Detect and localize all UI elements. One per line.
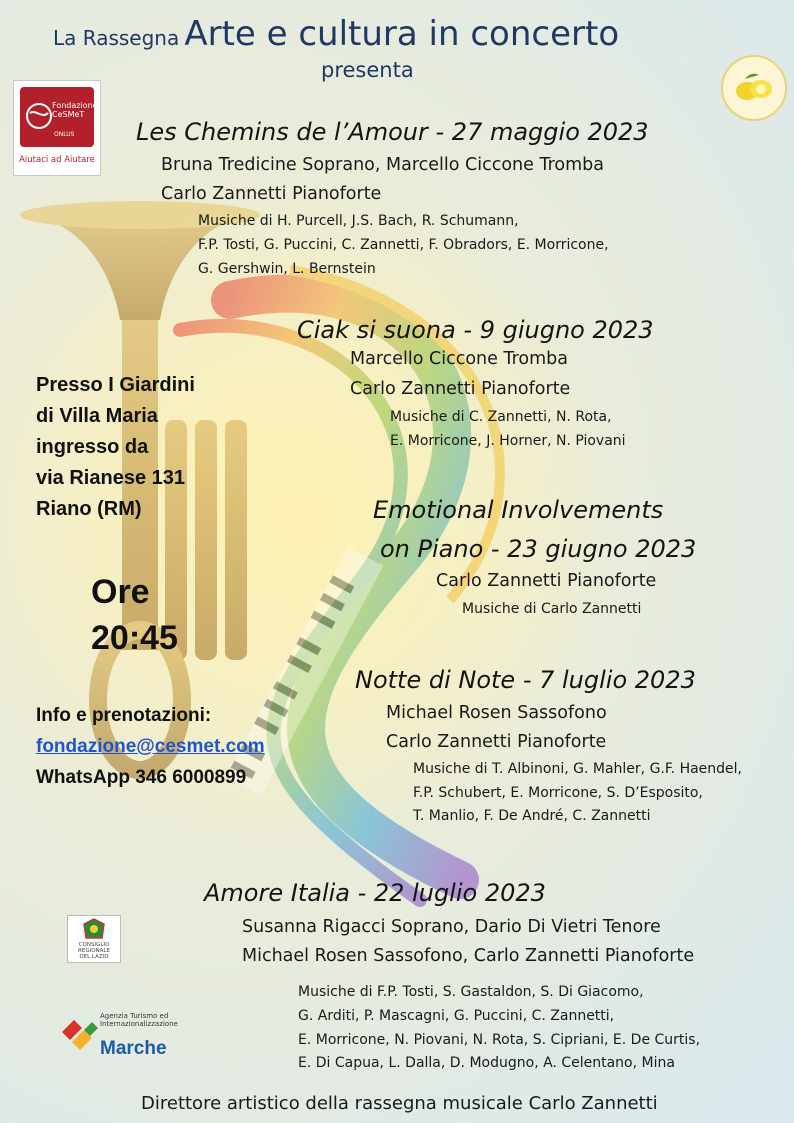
venue-line-1: Presso I Giardini	[36, 374, 195, 396]
concert-4-performers-1: Michael Rosen Sassofono	[386, 703, 607, 723]
concert-2-performers-1: Marcello Ciccone Tromba	[350, 349, 568, 369]
concert-2-performers-2: Carlo Zannetti Pianoforte	[350, 379, 571, 399]
concert-5-title: Amore Italia - 22 luglio 2023	[204, 879, 546, 907]
lazio-line-3: DEL LAZIO	[79, 954, 109, 960]
header-subtitle: presenta	[321, 58, 414, 82]
lemon-logo	[721, 55, 787, 121]
cesmet-emblem	[20, 87, 98, 147]
concert-5-performers-1: Susanna Rigacci Soprano, Dario Di Vietri Tenore	[242, 917, 661, 937]
concert-2-title: Ciak si suona - 9 giugno 2023	[297, 316, 654, 344]
cesmet-tagline: Aiutaci ad Aiutare	[19, 155, 95, 165]
concert-5-performers-2: Michael Rosen Sassofono, Carlo Zannetti Pianoforte	[242, 946, 695, 966]
concert-1-performers-2: Carlo Zannetti Pianoforte	[161, 184, 382, 204]
lemon-icon	[723, 57, 785, 119]
concert-1-music-1: Musiche di H. Purcell, J.S. Bach, R. Schumann,	[198, 213, 519, 229]
concert-4-music-1: Musiche di T. Albinoni, G. Mahler, G.F. Haendel,	[413, 761, 743, 777]
time-value: 20:45	[91, 619, 178, 657]
venue-block	[36, 370, 195, 525]
concert-5-music-4: E. Di Capua, L. Dalla, D. Modugno, A. Celentano, Mina	[298, 1055, 675, 1071]
concert-4-music-3: T. Manlio, F. De André, C. Zannetti	[413, 808, 651, 824]
cesmet-onlus: ONLUS	[54, 131, 75, 138]
concert-5-music-3: E. Morricone, N. Piovani, N. Rota, S. Cipriani, E. De Curtis,	[298, 1032, 701, 1048]
concert-4-title: Notte di Note - 7 luglio 2023	[355, 666, 696, 694]
cesmet-logo	[13, 80, 101, 176]
lazio-logo	[67, 915, 121, 963]
concert-3-title: Emotional Involvements	[373, 496, 664, 524]
concert-4-performers-2: Carlo Zannetti Pianoforte	[386, 732, 607, 752]
venue-line-4: via Rianese 131	[36, 467, 185, 489]
festival-title: Arte e cultura in concerto	[184, 14, 620, 54]
marche-agency: Agenzia Turismo ed Internazionalizzazione	[100, 1012, 178, 1028]
lazio-line-1: CONSIGLIO	[78, 942, 110, 948]
concert-3-title-date: on Piano - 23 giugno 2023	[380, 535, 697, 563]
concert-3-performers-1: Carlo Zannetti Pianoforte	[436, 571, 657, 591]
time-label: Ore	[91, 573, 150, 611]
venue-line-5: Riano (RM)	[36, 498, 142, 520]
lazio-text	[68, 942, 120, 960]
concert-1-title: Les Chemins de l’Amour - 27 maggio 2023	[136, 118, 649, 146]
info-label: Info e prenotazioni:	[36, 705, 212, 726]
concert-3-music-1: Musiche di Carlo Zannetti	[462, 601, 642, 617]
concert-5-music-1: Musiche di F.P. Tosti, S. Gastaldon, S. Di Giacomo,	[298, 984, 644, 1000]
time-block	[91, 572, 178, 658]
artistic-director: Direttore artistico della rassegna musicale Carlo Zannetti	[141, 1093, 658, 1114]
concert-2-music-1: Musiche di C. Zannetti, N. Rota,	[390, 409, 612, 425]
concert-4-music-2: F.P. Schubert, E. Morricone, S. D’Esposito,	[413, 785, 703, 801]
festival-header	[53, 14, 619, 54]
header-prefix: La Rassegna	[53, 26, 180, 50]
marche-logo	[58, 1010, 188, 1066]
concert-2-music-2: E. Morricone, J. Horner, N. Piovani	[390, 433, 626, 449]
marche-name: Marche	[100, 1038, 167, 1059]
concert-1-music-3: G. Gershwin, L. Bernstein	[198, 261, 376, 277]
venue-line-3: ingresso da	[36, 436, 149, 458]
marche-emblem-icon	[58, 1016, 102, 1050]
lazio-emblem-icon	[82, 918, 106, 940]
cesmet-name: Fondazione CeSMeT	[52, 101, 98, 119]
concert-1-performers-1: Bruna Tredicine Soprano, Marcello Ciccone Tromba	[161, 155, 604, 175]
email-link[interactable]: fondazione@cesmet.com	[36, 736, 265, 757]
whatsapp-number: WhatsApp 346 6000899	[36, 767, 247, 788]
globe-icon	[24, 101, 54, 131]
concert-1-music-2: F.P. Tosti, G. Puccini, C. Zannetti, F. Obradors, E. Morricone,	[198, 237, 609, 253]
lazio-line-2: REGIONALE	[78, 948, 110, 954]
concert-5-music-2: G. Arditi, P. Mascagni, G. Puccini, C. Zannetti,	[298, 1008, 615, 1024]
venue-line-2: di Villa Maria	[36, 405, 158, 427]
